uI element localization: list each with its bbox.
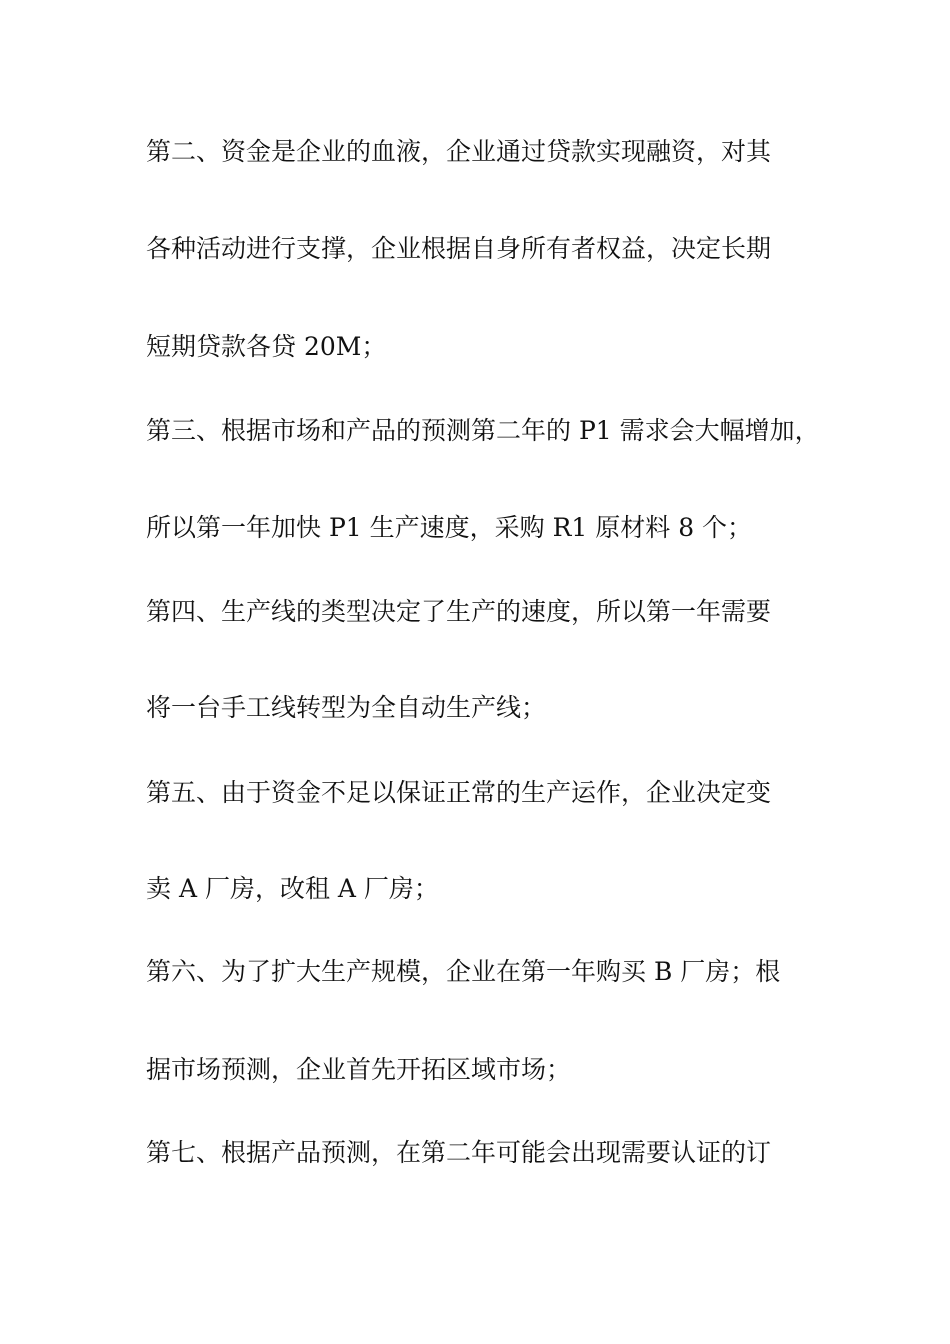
- text-line: 将一台手工线转型为全自动生产线；: [146, 693, 547, 722]
- text-line: 第六、为了扩大生产规模，企业在第一年购买 B 厂房；根: [146, 957, 781, 986]
- text-line: 据市场预测，企业首先开拓区域市场；: [146, 1055, 572, 1084]
- text-line: 卖 A 厂房，改租 A 厂房；: [146, 874, 439, 903]
- text-line: 第二、资金是企业的血液，企业通过贷款实现融资，对其: [146, 137, 772, 166]
- text-line: 第七、根据产品预测，在第二年可能会出现需要认证的订: [146, 1138, 772, 1167]
- text-line: 所以第一年加快 P1 生产速度，采购 R1 原材料 8 个；: [146, 513, 753, 542]
- text-line: 第三、根据市场和产品的预测第二年的 P1 需求会大幅增加，: [146, 416, 820, 445]
- text-line: 各种活动进行支撑，企业根据自身所有者权益，决定长期: [146, 234, 772, 263]
- text-line: 短期贷款各贷 20M；: [146, 332, 387, 361]
- text-line: 第四、生产线的类型决定了生产的速度，所以第一年需要: [146, 597, 772, 626]
- text-line: 第五、由于资金不足以保证正常的生产运作，企业决定变: [146, 778, 772, 807]
